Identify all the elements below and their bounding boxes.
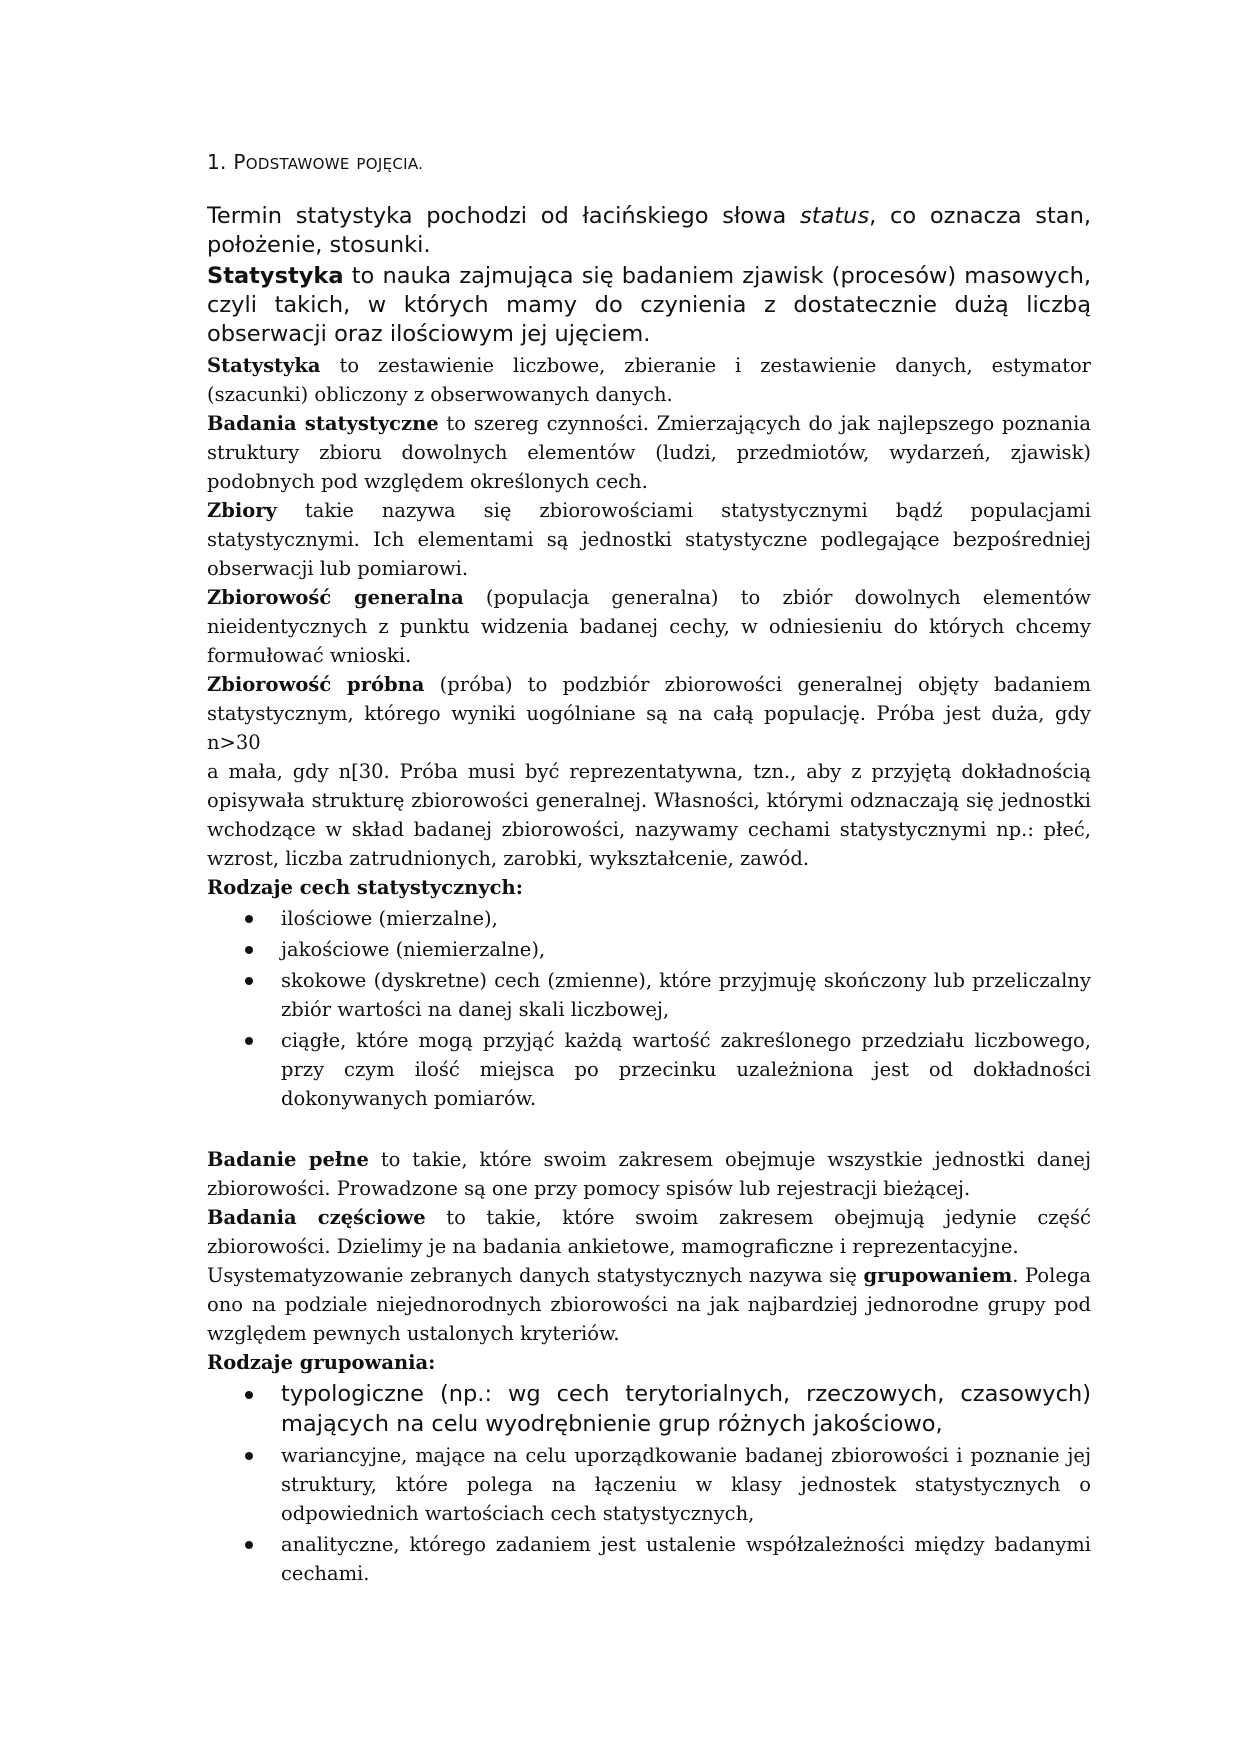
cechy-label: Rodzaje cech statystycznych:	[207, 876, 523, 899]
heading-rest: ĘCIA.	[382, 155, 424, 173]
paragraph-statystyka-def2	[207, 351, 1091, 409]
bullet-icon	[245, 946, 253, 954]
list-item-text: ilościowe (mierzalne),	[281, 907, 498, 930]
bold-term: Zbiorowość próbna	[207, 673, 425, 696]
list-item	[207, 966, 1091, 1024]
bold-term: Badanie pełne	[207, 1148, 369, 1171]
heading-cap: P	[233, 150, 246, 174]
paragraph-termin	[207, 202, 1091, 260]
paragraph-zbiorowosc-generalna	[207, 583, 1091, 670]
text: to nauka zajmująca się badaniem zjawisk (procesów) masowych, czyli takich, w których mamy do czynienia z dostatecznie dużą liczbą obserwacji oraz ilościowym jej ujęciem.	[207, 263, 1091, 347]
list-item	[207, 1026, 1091, 1113]
text: (próba) to podzbiór zbiorowości generalnej objęty badaniem statystycznym, którego wyniki uogólniane są na całą populację. Próba jest duża, gdy n>30	[207, 673, 1091, 754]
list-item	[207, 1441, 1091, 1528]
bold-term: Zbiorowość generalna	[207, 586, 464, 609]
list-item	[207, 935, 1091, 964]
text: (populacja generalna) to zbiór dowolnych elementów nieidentycznych z punktu widzenia badanej cechy, w odniesieniu do których chcemy formułować wnioski.	[207, 586, 1091, 667]
bullet-icon	[245, 1541, 253, 1549]
list-item-text: wariancyjne, mające na celu uporządkowanie badanej zbiorowości i poznanie jej struktury, które polega na łączeniu w klasy jednostek statystycznych o odpowiednich wartościach cech statystycznych,	[281, 1444, 1091, 1525]
heading-number: 1.	[207, 150, 227, 174]
italic-term: status	[800, 203, 870, 229]
bold-term: Badania statystyczne	[207, 412, 439, 435]
text: takie nazywa się zbiorowościami statystycznymi bądź populacjami statystycznymi. Ich elementami są jednostki statystyczne podlegające bezpośredniej obserwacji lub pomiarowi.	[207, 499, 1091, 580]
text: to zestawienie liczbowe, zbieranie i zestawienie danych, estymator (szacunki) obliczony z obserwowanych danych.	[207, 354, 1091, 406]
paragraph-grupowanie	[207, 1261, 1091, 1348]
text: to takie, które swoim zakresem obejmują jedynie część zbiorowości. Dzielimy je na badania ankietowe, mamograficzne i reprezentacyjne.	[207, 1206, 1091, 1258]
bullet-icon	[245, 1037, 253, 1045]
paragraph-badanie-pelne	[207, 1145, 1091, 1203]
bullet-icon	[245, 977, 253, 985]
paragraph-statystyka-def1	[207, 262, 1091, 349]
bold-term: Statystyka	[207, 354, 321, 377]
paragraph-badania	[207, 409, 1091, 496]
text: to szereg czynności. Zmierzających do jak najlepszego poznania struktury zbioru dowolnych elementów (ludzi, przedmiotów, wydarzeń, zjawisk) podobnych pod względem określonych cech.	[207, 412, 1092, 493]
section-heading	[207, 150, 1091, 174]
bullet-icon	[245, 1391, 253, 1399]
list-item-text: skokowe (dyskretne) cech (zmienne), które przyjmuję skończony lub przeliczalny zbiór wartości na danej skali liczbowej,	[281, 969, 1091, 1021]
list-item	[207, 1379, 1091, 1439]
list-item-text: ciągłe, które mogą przyjąć każdą wartość zakreślonego przedziału liczbowego, przy czym ilość miejsca po przecinku uzależniona jest od dokładności dokonywanych pomiarów.	[281, 1029, 1091, 1110]
text: Usystematyzowanie zebranych danych statystycznych nazywa się	[207, 1264, 864, 1287]
list-item	[207, 904, 1091, 933]
paragraph-zbiory	[207, 496, 1091, 583]
list-item-text: analityczne, którego zadaniem jest ustalenie współzależności między badanymi cechami.	[281, 1533, 1091, 1585]
grupowania-list	[207, 1379, 1091, 1588]
paragraph-proba-mala: a mała, gdy n[30. Próba musi być reprezentatywna, tzn., aby z przyjętą dokładnością opisywała strukturę zbiorowości generalnej. Własności, którymi odznaczają się jednostki wchodzące w skład badanej zbiorowości, nazywamy cechami statystycznymi np.: płeć, wzrost, liczba zatrudnionych, zarobki, wykształcenie, zawód.	[207, 760, 1091, 870]
bold-term: Zbiory	[207, 499, 277, 522]
grupowania-label: Rodzaje grupowania:	[207, 1351, 436, 1374]
document-body	[207, 150, 1091, 1592]
list-item-text: jakościowe (niemierzalne),	[281, 938, 546, 961]
text: to takie, które swoim zakresem obejmuje wszystkie jednostki danej zbiorowości. Prowadzone są one przy pomocy spisów lub rejestracji bieżącej.	[207, 1148, 1091, 1200]
text: . Polega ono na podziale niejednorodnych zbiorowości na jak najbardziej jednorodne grupy pod względem pewnych ustalonych kryteriów.	[207, 1264, 1091, 1345]
list-item-text: typologiczne (np.: wg cech terytorialnych, rzeczowych, czasowych) mających na celu wyodrębnienie grup różnych jakościowo,	[281, 1381, 1091, 1437]
spacer	[207, 1117, 1091, 1145]
text: Termin statystyka pochodzi od łacińskiego słowa	[207, 203, 801, 229]
heading-cap: POJ	[356, 155, 383, 173]
heading-rest: ODSTAWOWE	[245, 155, 350, 173]
bullet-icon	[245, 915, 253, 923]
cechy-list	[207, 904, 1091, 1113]
bold-term: Statystyka	[207, 263, 344, 289]
paragraph-badania-czesciowe	[207, 1203, 1091, 1261]
text: , co oznacza stan, położenie, stosunki.	[207, 203, 1091, 258]
list-item	[207, 1530, 1091, 1588]
paragraph-zbiorowosc-probna	[207, 670, 1091, 757]
bullet-icon	[245, 1452, 253, 1460]
bold-term: Badania częściowe	[207, 1206, 426, 1229]
bold-term: grupowaniem	[863, 1264, 1013, 1287]
